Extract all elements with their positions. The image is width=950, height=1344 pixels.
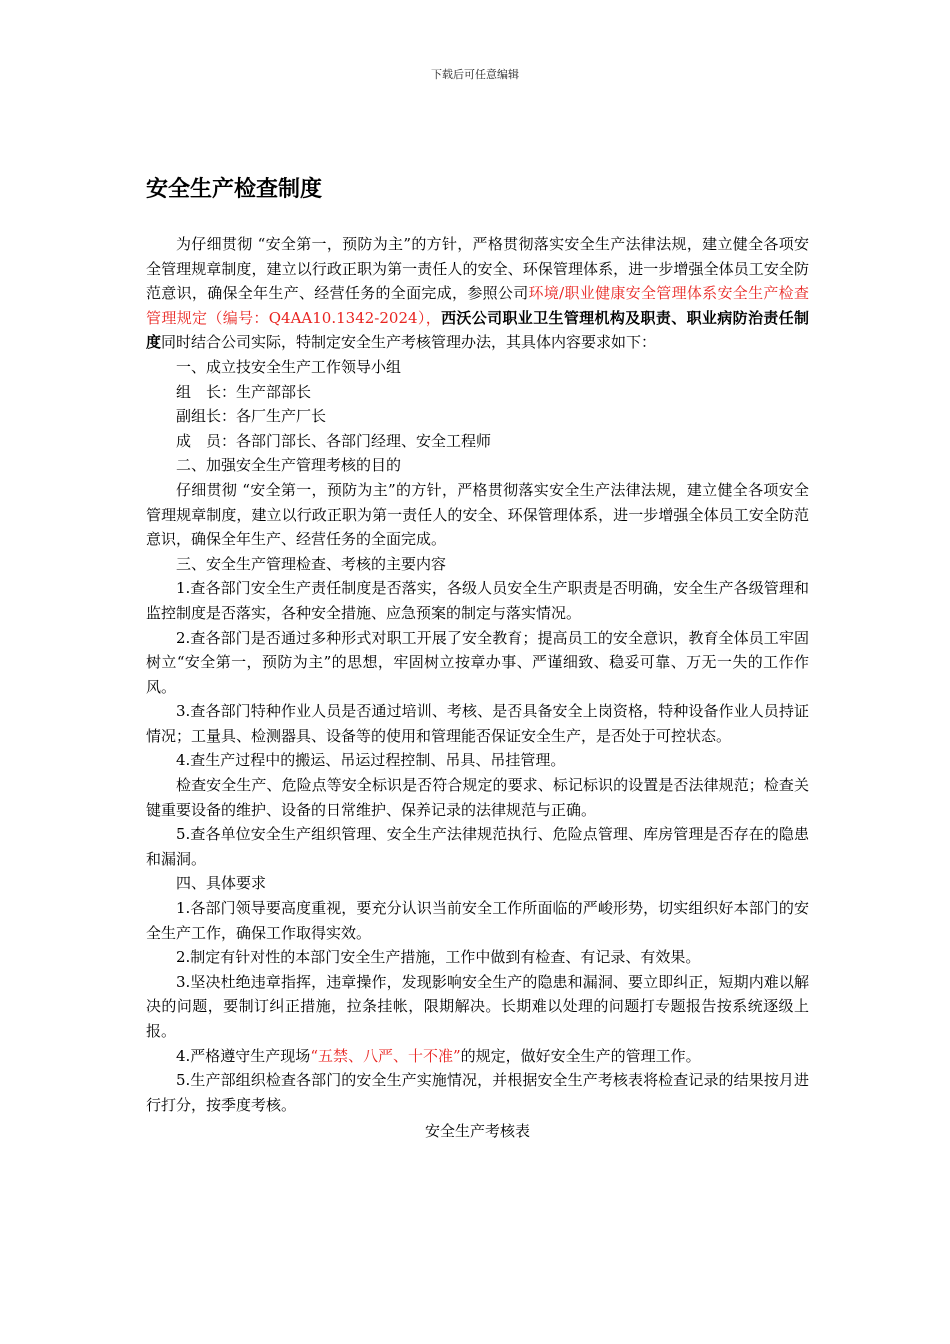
group-leader: 组 长：生产部部长 xyxy=(176,382,312,401)
section-3-item-4-detail: 检查安全生产、危险点等安全标识是否符合规定的要求、标记标识的设置是否法律规范；检查关键重要设备的维护、设备的日常维护、保养记录的法律规范与正确。 xyxy=(146,776,809,819)
intro-text: 为仔细贯彻 “安全第一，预防为主”的方针，严格贯彻落实安全生产法律法规，建立健全各项安全管理规章制度，建立以行政正职为第一责任人的安全、环保管理体系，进一步增强全体员工安全防范意识，确保全年生产、经营任务的全面完成，参照公司 xyxy=(146,235,809,303)
section-4-heading: 四、具体要求 xyxy=(176,874,267,893)
document-title: 安全生产检查制度 xyxy=(146,177,323,202)
section-2-text: 仔细贯彻 “安全第一，预防为主”的方针，严格贯彻落实安全生产法律法规，建立健全各项安全管理规章制度，建立以行政正职为第一责任人的安全、环保管理体系，进一步增强全体员工安全防范意识，确保全年生产、经营任务的全面完成。 xyxy=(146,480,809,549)
section-3-item-1: 1.查各部门安全生产责任制度是否落实，各级人员安全生产职责是否明确，安全生产各级管理和监控制度是否落实，各种安全措施、应急预案的制定与落实情况。 xyxy=(146,579,809,622)
item-4-red-rules: “五禁、八严、十不准” xyxy=(310,1046,461,1065)
section-4-item-2: 2.制定有针对性的本部门安全生产措施，工作中做到有检查、有记录、有效果。 xyxy=(176,948,701,967)
group-deputy: 副组长：各厂生产厂长 xyxy=(176,407,327,426)
section-3-item-4: 4.查生产过程中的搬运、吊运过程控制、吊具、吊挂管理。 xyxy=(176,751,566,770)
section-2-heading: 二、加强安全生产管理考核的目的 xyxy=(176,456,402,475)
item-4-text: 4.严格遵守生产现场 xyxy=(176,1046,311,1065)
document-body xyxy=(146,232,809,1144)
section-3-heading: 三、安全生产管理检查、考核的主要内容 xyxy=(176,554,447,573)
table-caption: 安全生产考核表 xyxy=(424,1122,530,1141)
intro-paragraph xyxy=(146,232,809,355)
section-3-item-2: 2.查各部门是否通过多种形式对职工开展了安全教育；提高员工的安全意识，教育全体员工牢固树立“安全第一，预防为主”的思想，牢固树立按章办事、严谨细致、稳妥可靠、万无一失的工作作风。 xyxy=(146,628,809,696)
section-4-item-5: 5.生产部组织检查各部门的安全生产实施情况，并根据安全生产考核表将检查记录的结果按月进行打分，按季度考核。 xyxy=(146,1071,809,1114)
section-4-item-1: 1.各部门领导要高度重视，要充分认识当前安全工作所面临的严峻形势，切实组织好本部门的安全生产工作，确保工作取得实效。 xyxy=(146,899,809,942)
section-4-item-4 xyxy=(146,1044,809,1069)
section-3-item-5: 5.查各单位安全生产组织管理、安全生产法律规范执行、危险点管理、库房管理是否存在的隐患和漏洞。 xyxy=(146,825,809,868)
section-4-item-3: 3.坚决杜绝违章指挥，违章操作，发现影响安全生产的隐患和漏洞、要立即纠正，短期内难以解决的问题，要制订纠正措施，拉条挂帐，限期解决。长期难以处理的问题打专题报告按系统逐级上报。 xyxy=(146,972,809,1040)
intro-bold-reference: 西沃公司职业卫生管理机构及职责、职业病防治责任制度 xyxy=(146,308,809,352)
page-header: 下载后可任意编辑 xyxy=(431,68,519,81)
section-1-heading: 一、成立技安全生产工作领导小组 xyxy=(176,357,402,376)
intro-text-end: 同时结合公司实际，特制定安全生产考核管理办法，其具体内容要求如下： xyxy=(161,333,657,352)
section-3-item-3: 3.查各部门特种作业人员是否通过培训、考核、是否具备安全上岗资格，特种设备作业人员持证情况；工量具、检测器具、设备等的使用和管理能否保证安全生产，是否处于可控状态。 xyxy=(146,702,809,745)
intro-red-reference: 环境/职业健康安全管理体系安全生产检查管理规定（编号：Q4AA10.1342-2024）， xyxy=(146,284,809,327)
group-members: 成 员：各部门部长、各部门经理、安全工程师 xyxy=(176,431,492,450)
item-4-text-end: 的规定，做好安全生产的管理工作。 xyxy=(460,1046,701,1065)
